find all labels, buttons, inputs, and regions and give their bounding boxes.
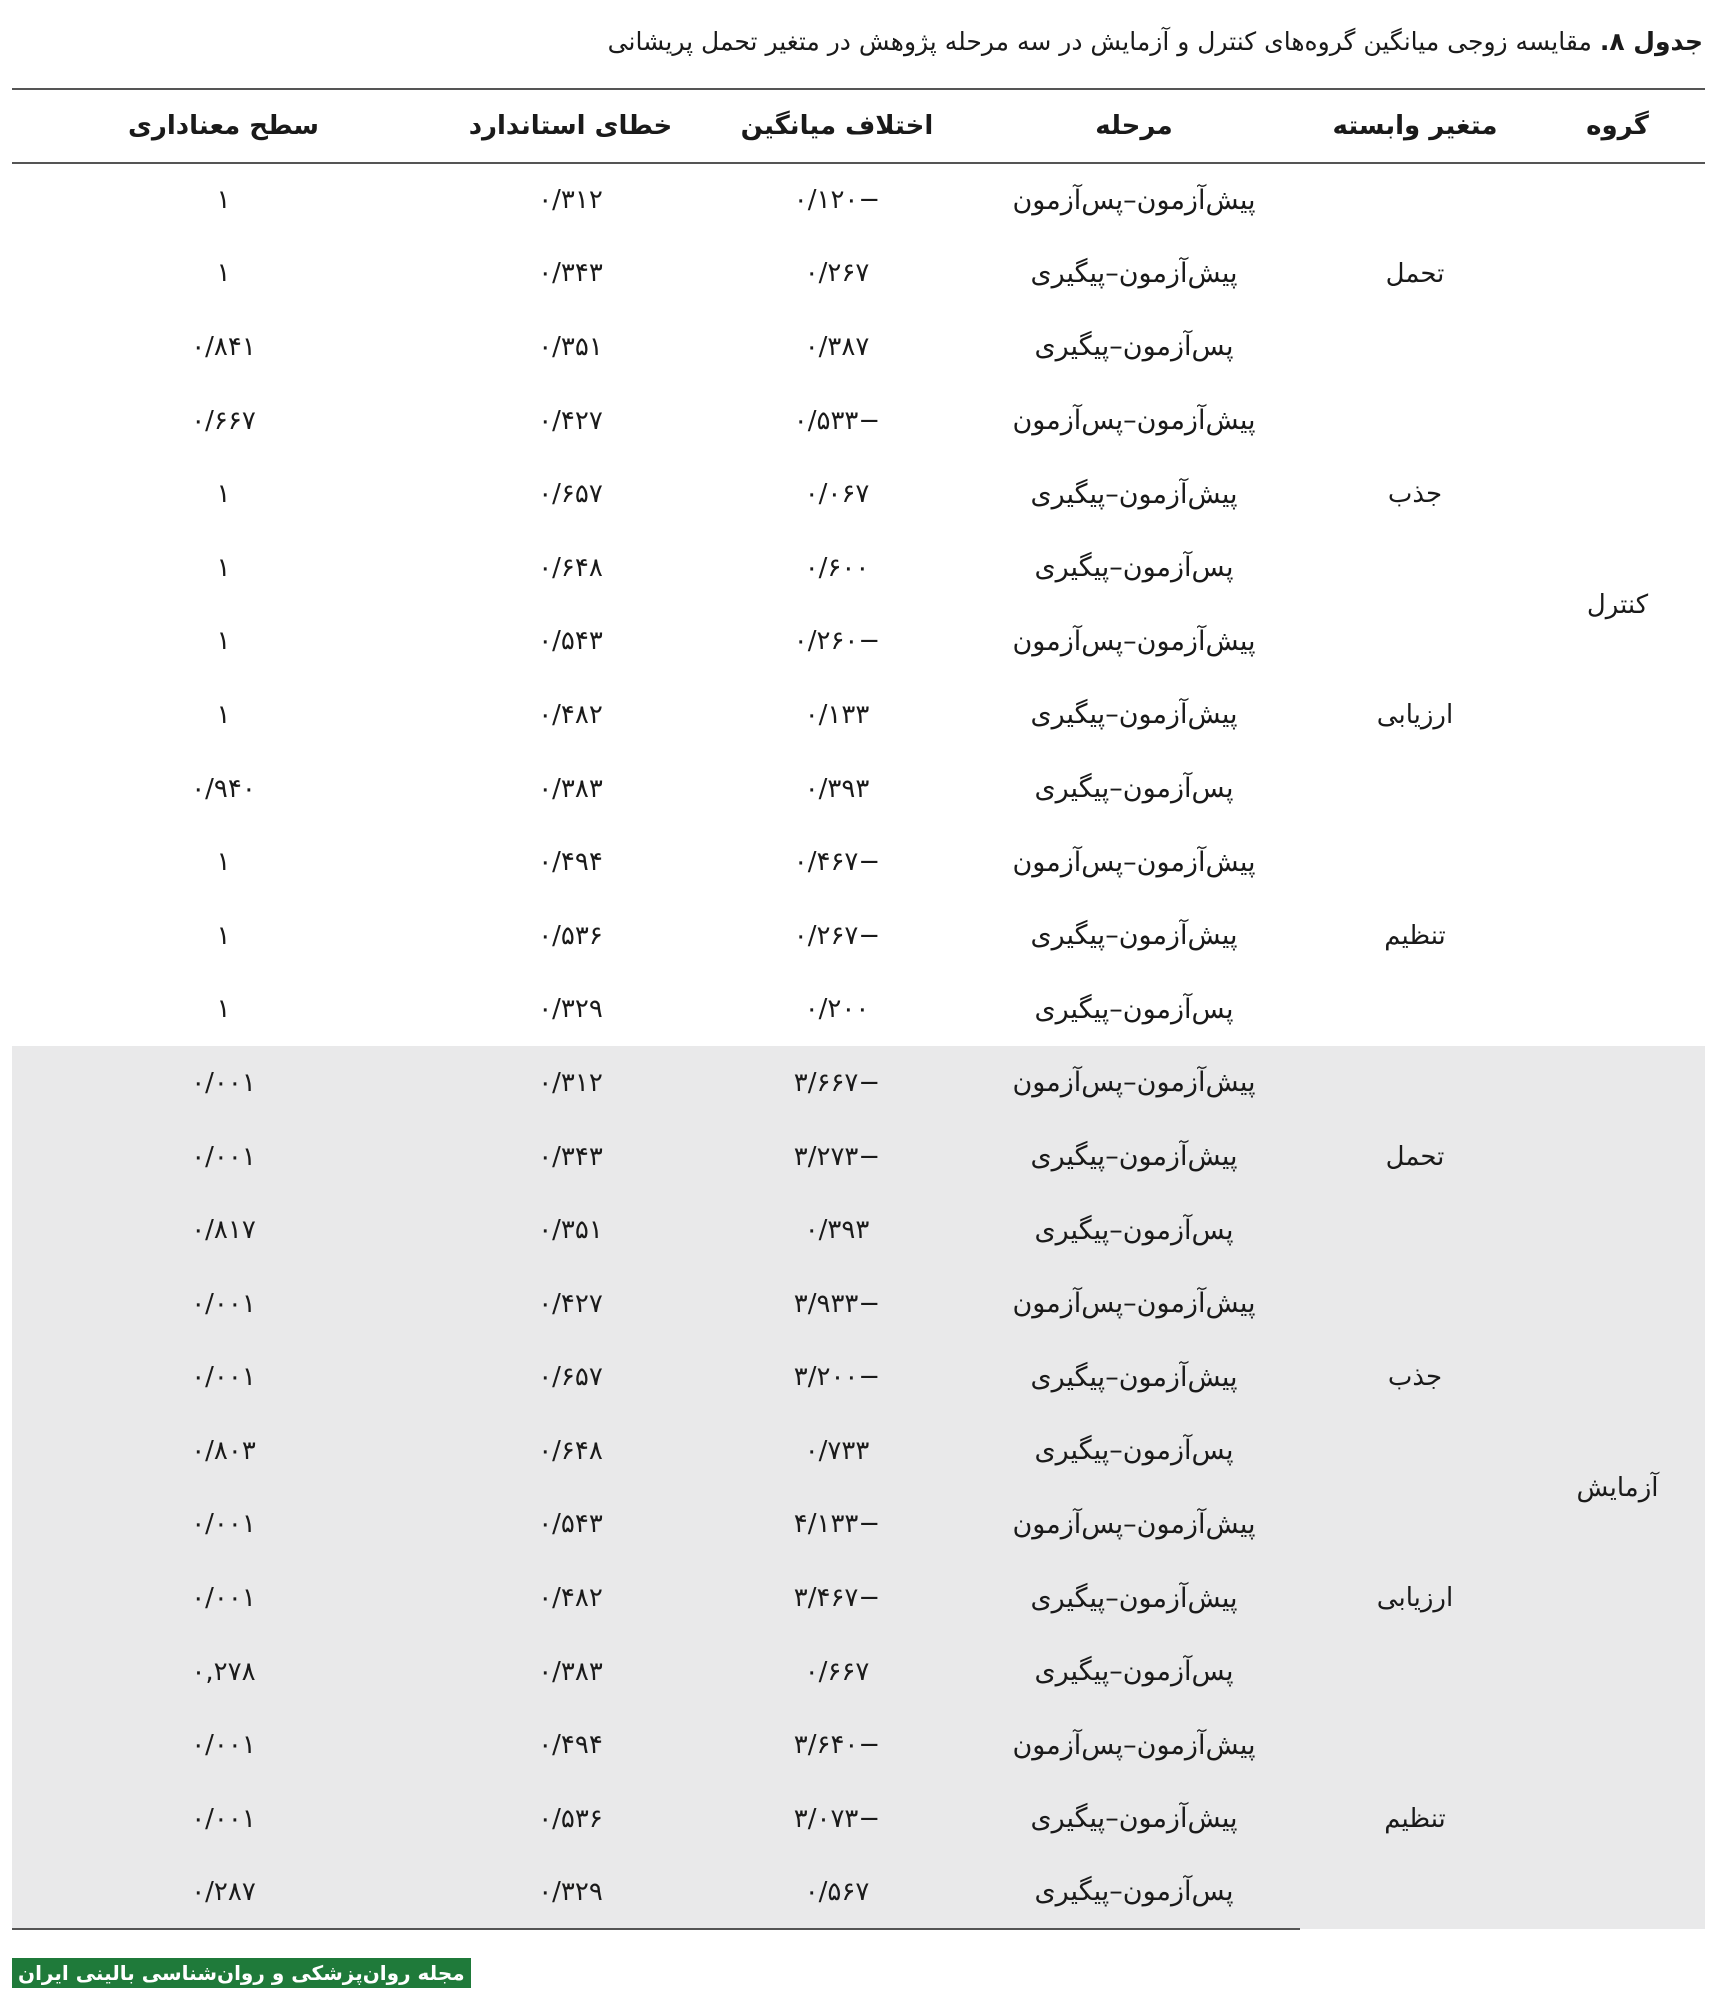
significance-cell: ۰,۲۷۸: [12, 1635, 435, 1709]
comparison-table-container: [12, 88, 1705, 1930]
standard-error-cell: ۰/۳۵۱: [435, 1193, 706, 1267]
stage-cell: پیش‌آزمون–پیگیری: [968, 1561, 1300, 1635]
stage-cell: پیش‌آزمون–پیگیری: [1030, 699, 1238, 731]
standard-error-cell: ۰/۳۱۲: [538, 185, 603, 216]
stage-cell: پس‌آزمون–پیگیری: [1034, 331, 1234, 363]
mean-difference-cell: −۰/۲۶۰: [793, 626, 881, 657]
header-significance: سطح معناداری: [12, 89, 435, 163]
mean-difference-cell: −۳/۹۳۳: [706, 1267, 968, 1341]
stage-cell: پیش‌آزمون–پس‌آزمون: [1012, 405, 1256, 437]
table-caption: [560, 24, 1703, 60]
significance-cell: ۱: [216, 847, 231, 878]
stage-cell: پس‌آزمون–پیگیری: [1034, 993, 1234, 1025]
stage-cell: پیش‌آزمون–پس‌آزمون: [968, 1488, 1300, 1562]
stage-cell: پس‌آزمون–پیگیری: [968, 1193, 1300, 1267]
stage-cell: پس‌آزمون–پیگیری: [968, 1856, 1300, 1930]
table-row: [12, 1267, 1705, 1341]
standard-error-cell: ۰/۶۵۷: [538, 479, 603, 510]
significance-cell: ۰/۰۰۱: [12, 1488, 435, 1562]
standard-error-cell: ۰/۳۴۳: [538, 258, 603, 289]
table-row: [12, 605, 1705, 679]
standard-error-cell: ۰/۳۴۳: [435, 1120, 706, 1194]
stage-cell: پس‌آزمون–پیگیری: [968, 1414, 1300, 1488]
stage-cell: پیش‌آزمون–پس‌آزمون: [968, 1708, 1300, 1782]
stage-cell: پس‌آزمون–پیگیری: [1034, 773, 1234, 805]
significance-cell: ۱: [216, 552, 231, 583]
stage-cell: پیش‌آزمون–پیگیری: [968, 1782, 1300, 1856]
standard-error-cell: ۰/۴۲۷: [538, 405, 603, 436]
mean-difference-cell: ۰/۱۳۳: [804, 699, 870, 730]
standard-error-cell: ۰/۳۸۳: [538, 773, 603, 804]
table-row: [12, 1046, 1705, 1120]
header-row: [12, 89, 1705, 163]
standard-error-cell: ۰/۶۴۸: [435, 1414, 706, 1488]
significance-cell: ۰/۸۰۳: [12, 1414, 435, 1488]
journal-logo: مجله روان‌پزشکی و روان‌شناسی بالینی ایران: [12, 1958, 471, 1988]
standard-error-cell: ۰/۳۵۱: [538, 331, 603, 362]
table-row: [12, 1488, 1705, 1562]
significance-cell: ۰/۰۰۱: [12, 1561, 435, 1635]
significance-cell: ۰/۸۴۱: [191, 331, 256, 362]
mean-difference-cell: ۰/۶۶۷: [706, 1635, 968, 1709]
standard-error-cell: ۰/۴۸۲: [538, 699, 603, 730]
mean-difference-cell: −۳/۰۷۳: [706, 1782, 968, 1856]
stage-cell: پیش‌آزمون–پس‌آزمون: [1012, 846, 1256, 878]
significance-cell: ۱: [216, 626, 231, 657]
standard-error-cell: ۰/۳۲۹: [538, 994, 603, 1025]
dependent-variable-cell: جذب: [1387, 479, 1443, 510]
mean-difference-cell: −۰/۵۳۳: [793, 405, 881, 436]
significance-cell: ۱: [216, 258, 231, 289]
standard-error-cell: ۰/۳۱۲: [435, 1046, 706, 1120]
stage-cell: پیش‌آزمون–پس‌آزمون: [968, 1046, 1300, 1120]
pairwise-comparison-table: [12, 88, 1705, 1930]
mean-difference-cell: ۰/۰۶۷: [804, 479, 870, 510]
significance-cell: ۰/۰۰۱: [12, 1782, 435, 1856]
significance-cell: ۰/۶۶۷: [191, 405, 256, 436]
stage-cell: پیش‌آزمون–پیگیری: [968, 1341, 1300, 1415]
significance-cell: ۱: [216, 920, 231, 951]
table-header: [12, 89, 1705, 163]
significance-cell: ۰/۰۰۱: [12, 1708, 435, 1782]
mean-difference-cell: −۳/۶۴۰: [706, 1708, 968, 1782]
standard-error-cell: ۰/۴۹۴: [435, 1708, 706, 1782]
significance-cell: ۱: [216, 479, 231, 510]
significance-cell: ۱: [216, 699, 231, 730]
header-standard-error: خطای استاندارد: [435, 89, 706, 163]
significance-cell: ۰/۰۰۱: [12, 1046, 435, 1120]
mean-difference-cell: ۰/۶۰۰: [804, 552, 870, 583]
stage-cell: پس‌آزمون–پیگیری: [968, 1635, 1300, 1709]
mean-difference-cell: −۳/۴۶۷: [706, 1561, 968, 1635]
mean-difference-cell: ۰/۳۸۷: [804, 331, 870, 362]
mean-difference-cell: ۰/۷۳۳: [706, 1414, 968, 1488]
significance-cell: ۱: [216, 994, 231, 1025]
dependent-variable-cell: تحمل: [1300, 1046, 1530, 1267]
stage-cell: پیش‌آزمون–پیگیری: [1030, 920, 1238, 952]
table-row: [12, 1708, 1705, 1782]
significance-cell: ۰/۹۴۰: [191, 773, 256, 804]
stage-cell: پیش‌آزمون–پس‌آزمون: [1012, 184, 1256, 216]
standard-error-cell: ۰/۳۸۳: [435, 1635, 706, 1709]
dependent-variable-cell: تحمل: [1385, 258, 1445, 289]
standard-error-cell: ۰/۵۳۶: [435, 1782, 706, 1856]
significance-cell: ۰/۸۱۷: [12, 1193, 435, 1267]
table-row: [12, 163, 1705, 237]
mean-difference-cell: −۰/۱۲۰: [793, 185, 881, 216]
dependent-variable-cell: جذب: [1300, 1267, 1530, 1488]
significance-cell: ۰/۲۸۷: [12, 1856, 435, 1930]
standard-error-cell: ۰/۴۹۴: [538, 847, 603, 878]
mean-difference-cell: −۳/۲۰۰: [706, 1341, 968, 1415]
stage-cell: پس‌آزمون–پیگیری: [1034, 552, 1234, 584]
mean-difference-cell: −۰/۲۶۷: [793, 920, 881, 951]
standard-error-cell: ۰/۴۲۷: [435, 1267, 706, 1341]
stage-cell: پیش‌آزمون–پس‌آزمون: [968, 1267, 1300, 1341]
mean-difference-cell: −۰/۴۶۷: [793, 847, 881, 878]
mean-difference-cell: −۳/۲۷۳: [706, 1120, 968, 1194]
stage-cell: پیش‌آزمون–پیگیری: [968, 1120, 1300, 1194]
dependent-variable-cell: تنظیم: [1384, 920, 1446, 951]
significance-cell: ۰/۰۰۱: [12, 1267, 435, 1341]
standard-error-cell: ۰/۵۴۳: [435, 1488, 706, 1562]
standard-error-cell: ۰/۶۴۸: [538, 552, 603, 583]
mean-difference-cell: ۰/۲۰۰: [804, 994, 870, 1025]
mean-difference-cell: ۰/۳۹۳: [706, 1193, 968, 1267]
header-dependent-variable: متغیر وابسته: [1300, 89, 1530, 163]
table-row: [12, 384, 1705, 458]
significance-cell: ۱: [216, 185, 231, 216]
standard-error-cell: ۰/۴۸۲: [435, 1561, 706, 1635]
standard-error-cell: ۰/۶۵۷: [435, 1341, 706, 1415]
significance-cell: ۰/۰۰۱: [12, 1120, 435, 1194]
mean-difference-cell: ۰/۵۶۷: [706, 1856, 968, 1930]
caption-text: مقایسه زوجی میانگین گروه‌های کنترل و آزمایش در سه مرحله پژوهش در متغیر تحمل پریشانی: [607, 27, 1600, 56]
header-group: گروه: [1530, 89, 1705, 163]
header-stage: مرحله: [968, 89, 1300, 163]
header-mean-difference: اختلاف میانگین: [706, 89, 968, 163]
stage-cell: پیش‌آزمون–پیگیری: [1030, 478, 1238, 510]
mean-difference-cell: −۳/۶۶۷: [706, 1046, 968, 1120]
stage-cell: پیش‌آزمون–پیگیری: [1030, 257, 1238, 289]
significance-cell: ۰/۰۰۱: [12, 1341, 435, 1415]
table-row: [12, 825, 1705, 899]
dependent-variable-cell: ارزیابی: [1376, 699, 1454, 730]
caption-label: جدول ۸.: [1599, 27, 1703, 56]
group-cell: کنترل: [1586, 590, 1649, 621]
standard-error-cell: ۰/۵۴۳: [538, 626, 603, 657]
mean-difference-cell: ۰/۳۹۳: [804, 773, 870, 804]
standard-error-cell: ۰/۳۲۹: [435, 1856, 706, 1930]
table-body: [12, 163, 1705, 1929]
standard-error-cell: ۰/۵۳۶: [538, 920, 603, 951]
mean-difference-cell: ۰/۲۶۷: [804, 258, 870, 289]
group-cell: آزمایش: [1530, 1046, 1705, 1929]
stage-cell: پیش‌آزمون–پس‌آزمون: [1012, 625, 1256, 657]
dependent-variable-cell: ارزیابی: [1300, 1488, 1530, 1709]
mean-difference-cell: −۴/۱۳۳: [706, 1488, 968, 1562]
dependent-variable-cell: تنظیم: [1300, 1708, 1530, 1929]
